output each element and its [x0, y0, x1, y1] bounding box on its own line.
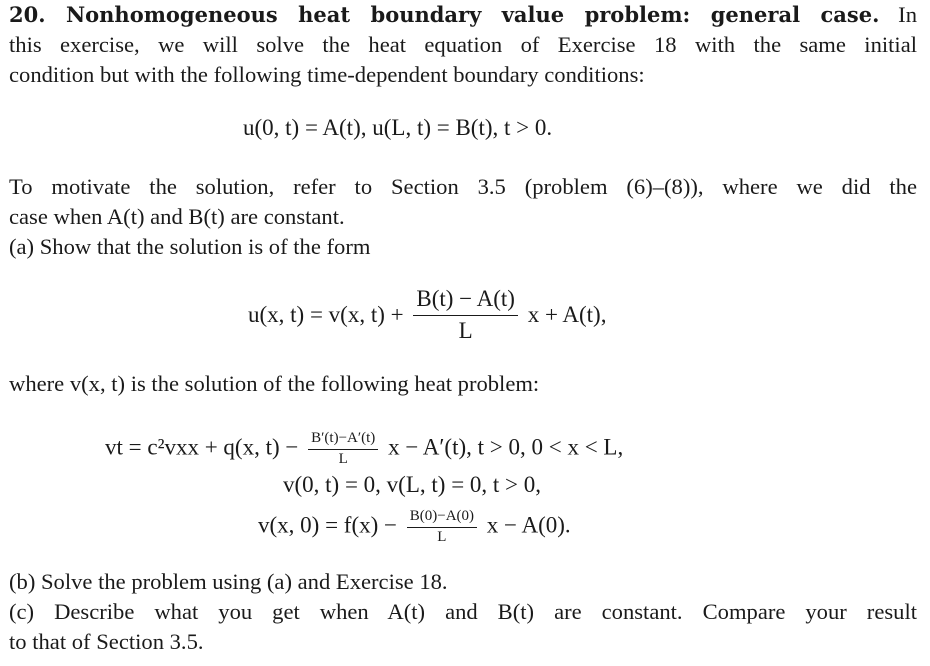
part-a-label: (a) Show that the solution is of the form	[9, 234, 371, 259]
motivate-line-1: To motivate the solution, refer to Section 3.5 (problem (6)–(8)), where we did the	[9, 174, 917, 199]
motivate-line-2: case when A(t) and B(t) are constant.	[9, 204, 345, 229]
exercise-heading: 20. Nonhomogeneous heat boundary value problem: general case.	[9, 2, 880, 27]
solution-rhs: x + A(t),	[527, 302, 607, 327]
pde-fraction-numerator: B′(t)−A′(t)	[311, 430, 376, 446]
exercise-intro-line-3: condition but with the following time-dependent boundary conditions:	[9, 62, 645, 87]
ic-lhs: v(x, 0) = f(x) −	[258, 512, 397, 538]
pde-fraction	[308, 430, 378, 468]
intro-tail: In	[898, 2, 917, 27]
ic-rhs: x − A(0).	[486, 512, 571, 538]
solution-fraction-numerator: B(t) − A(t)	[416, 286, 515, 311]
ic-fraction-denominator: L	[407, 527, 477, 546]
pde-fraction-denominator: L	[308, 449, 378, 468]
pde-rhs: x − A′(t), t > 0, 0 < x < L,	[388, 434, 624, 460]
exercise-intro-line-1	[9, 0, 917, 30]
solution-fraction-denominator: L	[413, 315, 518, 345]
part-c-line-2: to that of Section 3.5.	[9, 629, 204, 654]
boundary-conditions-equation: u(0, t) = A(t), u(L, t) = B(t), t > 0.	[243, 115, 553, 140]
pde-lhs: vt = c²vxx + q(x, t) −	[105, 434, 299, 460]
exercise-intro-line-2: this exercise, we will solve the heat equation of Exercise 18 with the same initial	[9, 32, 917, 57]
part-c-line-1: (c) Describe what you get when A(t) and B(t) are constant. Compare your result	[9, 599, 917, 624]
solution-fraction	[413, 285, 518, 345]
solution-form-equation	[248, 285, 606, 345]
initial-condition-equation	[258, 508, 571, 546]
ic-fraction-numerator: B(0)−A(0)	[409, 508, 475, 524]
where-line: where v(x, t) is the solution of the following heat problem:	[9, 371, 540, 396]
pde-equation	[105, 430, 623, 468]
ic-fraction	[407, 508, 477, 546]
solution-lhs: u(x, t) = v(x, t) +	[248, 302, 404, 327]
part-b-label: (b) Solve the problem using (a) and Exercise 18.	[9, 569, 448, 594]
homogeneous-bc-equation: v(0, t) = 0, v(L, t) = 0, t > 0,	[283, 472, 542, 497]
